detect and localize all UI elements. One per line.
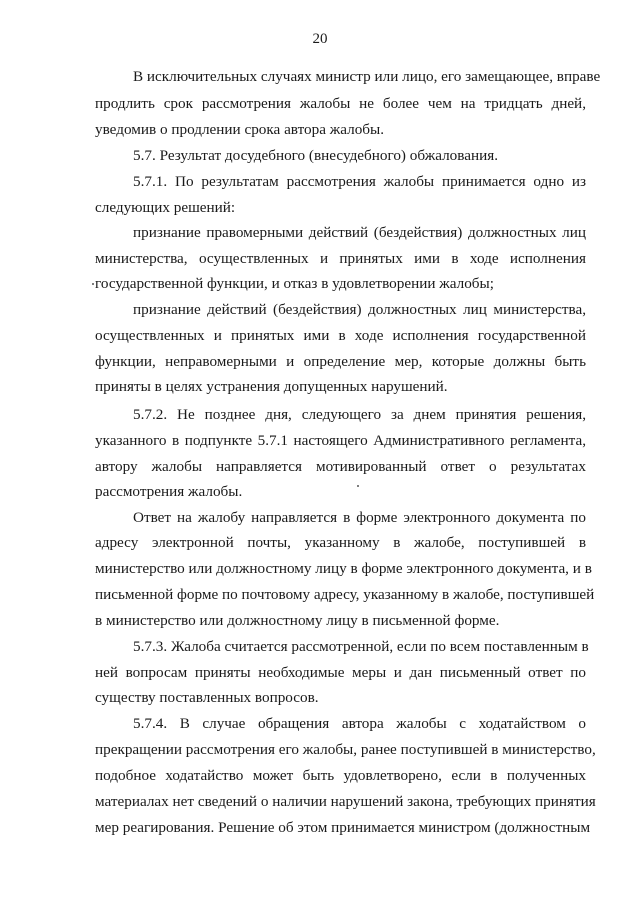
scan-speck <box>357 485 359 487</box>
text-line: подобное ходатайство может быть удовлетворено, если в полученных <box>95 767 586 784</box>
text-line: уведомив о продлении срока автора жалобы. <box>95 121 385 138</box>
section-heading: 5.7. Результат досудебного (внесудебного) обжалования. <box>133 147 499 164</box>
text-line: продлить срок рассмотрения жалобы не более чем на тридцать дней, <box>95 95 586 112</box>
text-line: письменной форме по почтовому адресу, указанному в жалобе, поступившей <box>95 586 595 603</box>
text-line: в министерство или должностному лицу в письменной форме. <box>95 612 500 629</box>
text-line: министерства, осуществленных и принятых ими в ходе исполнения <box>95 250 586 267</box>
text-line: 5.7.4. В случае обращения автора жалобы с ходатайством о <box>133 715 586 732</box>
text-line: существу поставленных вопросов. <box>95 689 319 706</box>
text-line: указанного в подпункте 5.7.1 настоящего Административного регламента, <box>95 432 586 449</box>
text-line: адресу электронной почты, указанному в жалобе, поступившей в <box>95 534 586 551</box>
page-number: 20 <box>312 31 328 47</box>
text-line: признание действий (бездействия) должностных лиц министерства, <box>133 301 586 318</box>
text-line: государственной функции, и отказ в удовлетворении жалобы; <box>95 275 494 292</box>
text-line: прекращении рассмотрения его жалобы, ранее поступившей в министерство, <box>95 741 596 758</box>
scan-speck <box>92 283 94 285</box>
text-line: приняты в целях устранения допущенных нарушений. <box>95 378 448 395</box>
text-line: автору жалобы направляется мотивированный ответ о результатах <box>95 458 586 475</box>
text-line: рассмотрения жалобы. <box>95 483 243 500</box>
text-line: мер реагирования. Решение об этом принимается министром (должностным <box>95 819 591 836</box>
text-line: В исключительных случаях министр или лицо, его замещающее, вправе <box>133 68 601 85</box>
text-line: 5.7.1. По результатам рассмотрения жалобы принимается одно из <box>133 173 586 190</box>
text-line: 5.7.2. Не позднее дня, следующего за днем принятия решения, <box>133 406 586 423</box>
text-line: следующих решений: <box>95 199 236 216</box>
text-line: министерство или должностному лицу в форме электронного документа, и в <box>95 560 592 577</box>
text-line: Ответ на жалобу направляется в форме электронного документа по <box>133 509 586 526</box>
text-line: ней вопросам приняты необходимые меры и дан письменный ответ по <box>95 664 586 681</box>
text-line: функции, неправомерными и определение мер, которые должны быть <box>95 353 586 370</box>
text-line: признание правомерными действий (бездействия) должностных лиц <box>133 224 586 241</box>
text-line: осуществленных и принятых ими в ходе исполнения государственной <box>95 327 586 344</box>
text-line: материалах нет сведений о наличии нарушений закона, требующих принятия <box>95 793 596 810</box>
text-line: 5.7.3. Жалоба считается рассмотренной, если по всем поставленным в <box>133 638 589 655</box>
